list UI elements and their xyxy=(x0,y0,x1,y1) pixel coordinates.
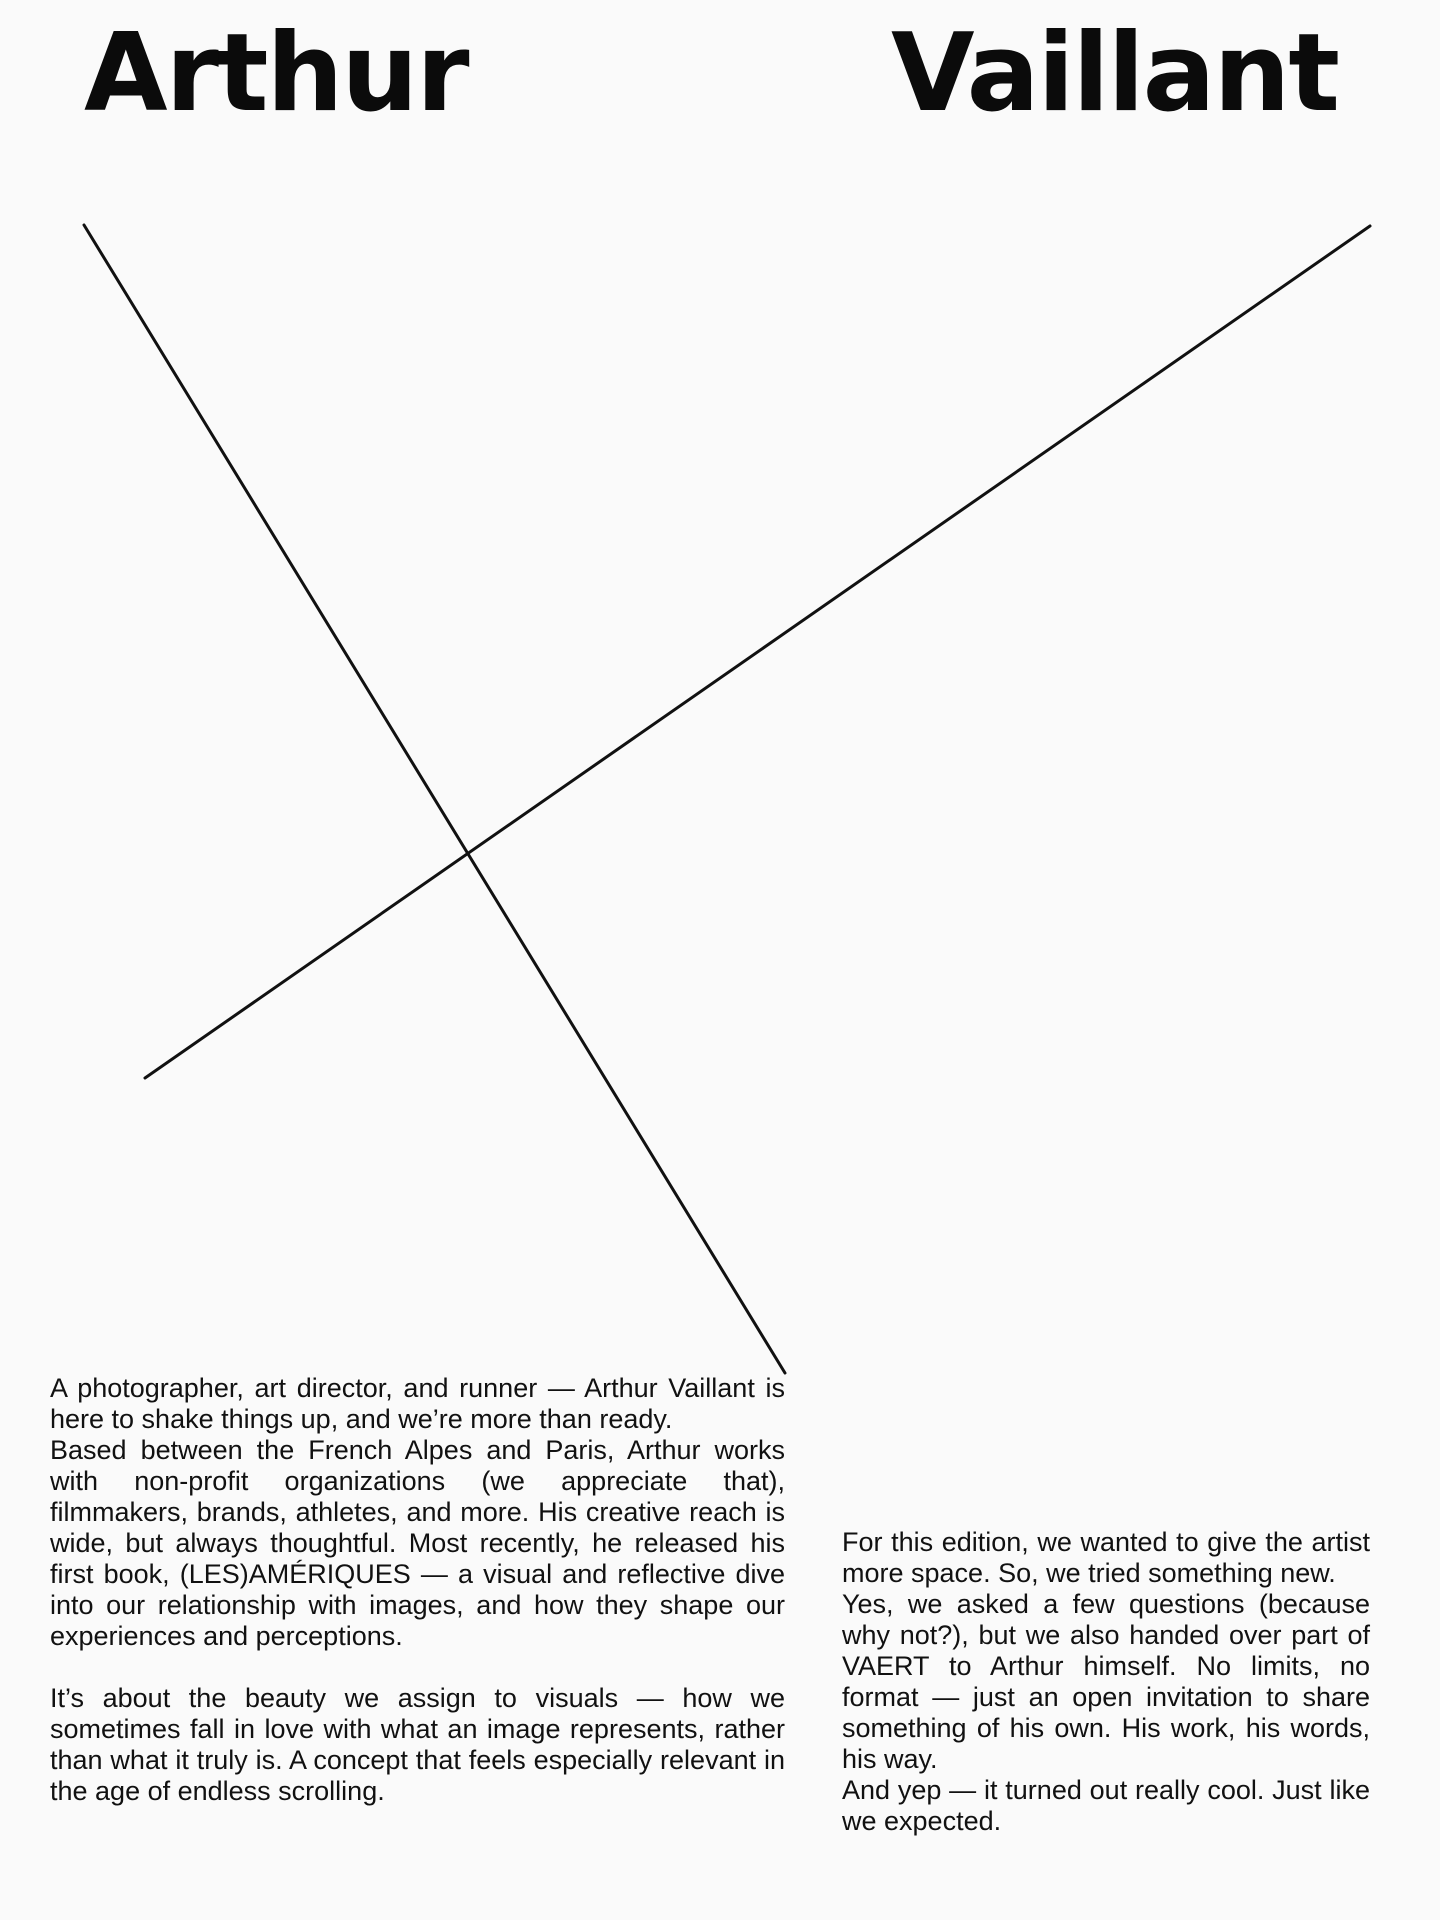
edition-paragraph-1: For this edition, we wanted to give the artist more space. So, we tried something new. xyxy=(842,1527,1370,1588)
diagonal-line-descending xyxy=(84,225,785,1373)
intro-paragraph-3: It’s about the beauty we assign to visuals — how we sometimes fall in love with what an image represents, rather than what it truly is. A concept that feels especially relevant in the age of endless scrolling. xyxy=(50,1683,785,1806)
edition-paragraph-2: Yes, we asked a few questions (because why not?), but we also handed over part of VAERT to Arthur himself. No limits, no format — just an open invitation to share something of his own. His work, his words, his way. xyxy=(842,1589,1370,1774)
intro-paragraph-1: A photographer, art director, and runner — Arthur Vaillant is here to shake things up, and we’re more than ready. xyxy=(50,1373,785,1434)
title-last-name: Vaillant xyxy=(890,11,1338,136)
intro-text-column xyxy=(50,1373,785,1807)
edition-paragraph-3: And yep — it turned out really cool. Just like we expected. xyxy=(842,1775,1370,1836)
intro-paragraph-2: Based between the French Alpes and Paris, Arthur works with non-profit organizations (we appreciate that), filmmakers, brands, athletes, and more. His creative reach is wide, but always thoughtful. Most recently, he released his first book, (LES)AMÉRIQUES — a visual and reflective dive into our relationship with images, and how they shape our experiences and perceptions. xyxy=(50,1435,785,1651)
diagonal-line-ascending xyxy=(145,226,1370,1078)
edition-text-column xyxy=(842,1527,1370,1837)
paragraph-spacer xyxy=(50,1652,785,1683)
title-first-name: Arthur xyxy=(84,11,468,136)
